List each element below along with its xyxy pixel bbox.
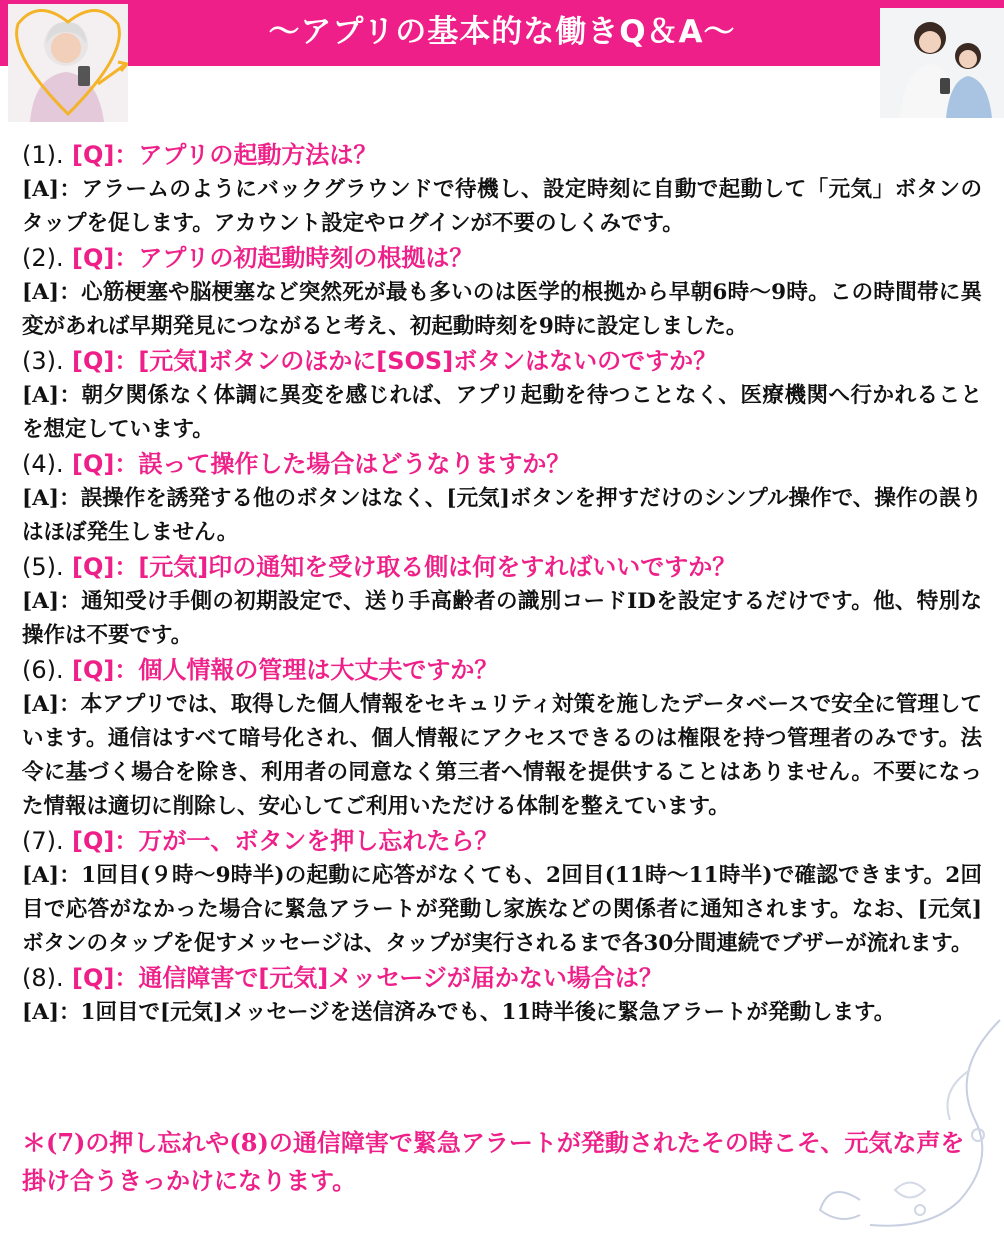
header — [0, 0, 1004, 128]
question-number: (8). — [22, 964, 64, 992]
floral-flourish-decoration — [800, 1010, 1004, 1239]
question-text: [Q]：誤って操作した場合はどうなりますか？ — [71, 450, 571, 478]
page-title: 〜アプリの基本的な働きQ＆A〜 — [268, 14, 736, 50]
question — [22, 824, 982, 859]
qa-item-7 — [22, 824, 982, 961]
qa-item-1 — [22, 138, 982, 241]
question — [22, 653, 982, 688]
question-text: [Q]：アプリの初起動時刻の根拠は？ — [71, 244, 474, 272]
answer: [A]：誤操作を誘発する他のボタンはなく、[元気]ボタンを押すだけのシンプル操作で、操作の誤りはほぼ発生しません。 — [22, 486, 982, 545]
answer: [A]：アラームのようにバックグラウンドで待機し、設定時刻に自動で起動して「元気」ボタンのタップを促します。アカウント設定やログインが不要のしくみです。 — [22, 177, 982, 236]
question-text: [Q]：個人情報の管理は大丈夫ですか？ — [71, 656, 499, 684]
question-text: [Q]：[元気]印の通知を受け取る側は何をすればいいですか？ — [71, 553, 737, 581]
question — [22, 447, 982, 482]
family-photo — [880, 8, 1004, 118]
question-number: (5). — [22, 553, 64, 581]
question — [22, 241, 982, 276]
question-number: (1). — [22, 141, 64, 169]
answer: [A]：心筋梗塞や脳梗塞など突然死が最も多いのは医学的根拠から早朝6時〜9時。この時間帯に異変があれば早期発見につながると考え、初起動時刻を9時に設定しました。 — [22, 280, 982, 339]
answer: [A]：朝夕関係なく体調に異変を感じれば、アプリ起動を待つことなく、医療機関へ行かれることを想定しています。 — [22, 383, 982, 442]
qa-item-4 — [22, 447, 982, 550]
question-text: [Q]：[元気]ボタンのほかに[SOS]ボタンはないのですか？ — [71, 347, 718, 375]
qa-item-6 — [22, 653, 982, 824]
question-number: (7). — [22, 827, 64, 855]
elderly-woman-photo — [8, 4, 128, 122]
title-banner — [0, 0, 1004, 66]
answer: [A]：本アプリでは、取得した個人情報をセキュリティ対策を施したデータベースで安全に管理しています。通信はすべて暗号化され、個人情報にアクセスできるのは権限を持つ管理者のみです。法令に基づく場合を除き、利用者の同意なく第三者へ情報を提供することはありません。不要になった情報は適切に削除し、安心してご利用いただける体制を整えています。 — [22, 692, 982, 819]
question-number: (4). — [22, 450, 64, 478]
question-number: (6). — [22, 656, 64, 684]
qa-item-5 — [22, 550, 982, 653]
question — [22, 550, 982, 585]
answer: [A]：通知受け手側の初期設定で、送り手高齢者の識別コードIDを設定するだけです。他、特別な操作は不要です。 — [22, 589, 982, 648]
qa-item-2 — [22, 241, 982, 344]
qa-list — [22, 138, 982, 1030]
closing-note: ＊(7)の押し忘れや(8)の通信障害で緊急アラートが発動されたその時こそ、元気な声を掛け合うきっかけになります。 — [22, 1128, 965, 1195]
answer: [A]：1回目で[元気]メッセージを送信済みでも、11時半後に緊急アラートが発動します。 — [22, 1000, 896, 1025]
question-text: [Q]：万が一、ボタンを押し忘れたら？ — [71, 827, 499, 855]
question — [22, 138, 982, 173]
qa-item-3 — [22, 344, 982, 447]
question-number: (3). — [22, 347, 64, 375]
question-text: [Q]：通信障害で[元気]メッセージが届かない場合は？ — [71, 964, 663, 992]
question — [22, 961, 982, 996]
answer: [A]：1回目(９時〜9時半)の起動に応答がなくても、2回目(11時〜11時半)で確認できます。2回目で応答がなかった場合に緊急アラートが発動し家族などの関係者に通知されます。なお、[元気]ボタンのタップを促すメッセージは、タップが実行されるまで各30分間連続でブザーが流れます。 — [22, 863, 982, 956]
question-number: (2). — [22, 244, 64, 272]
question — [22, 344, 982, 379]
question-text: [Q]：アプリの起動方法は？ — [71, 141, 378, 169]
